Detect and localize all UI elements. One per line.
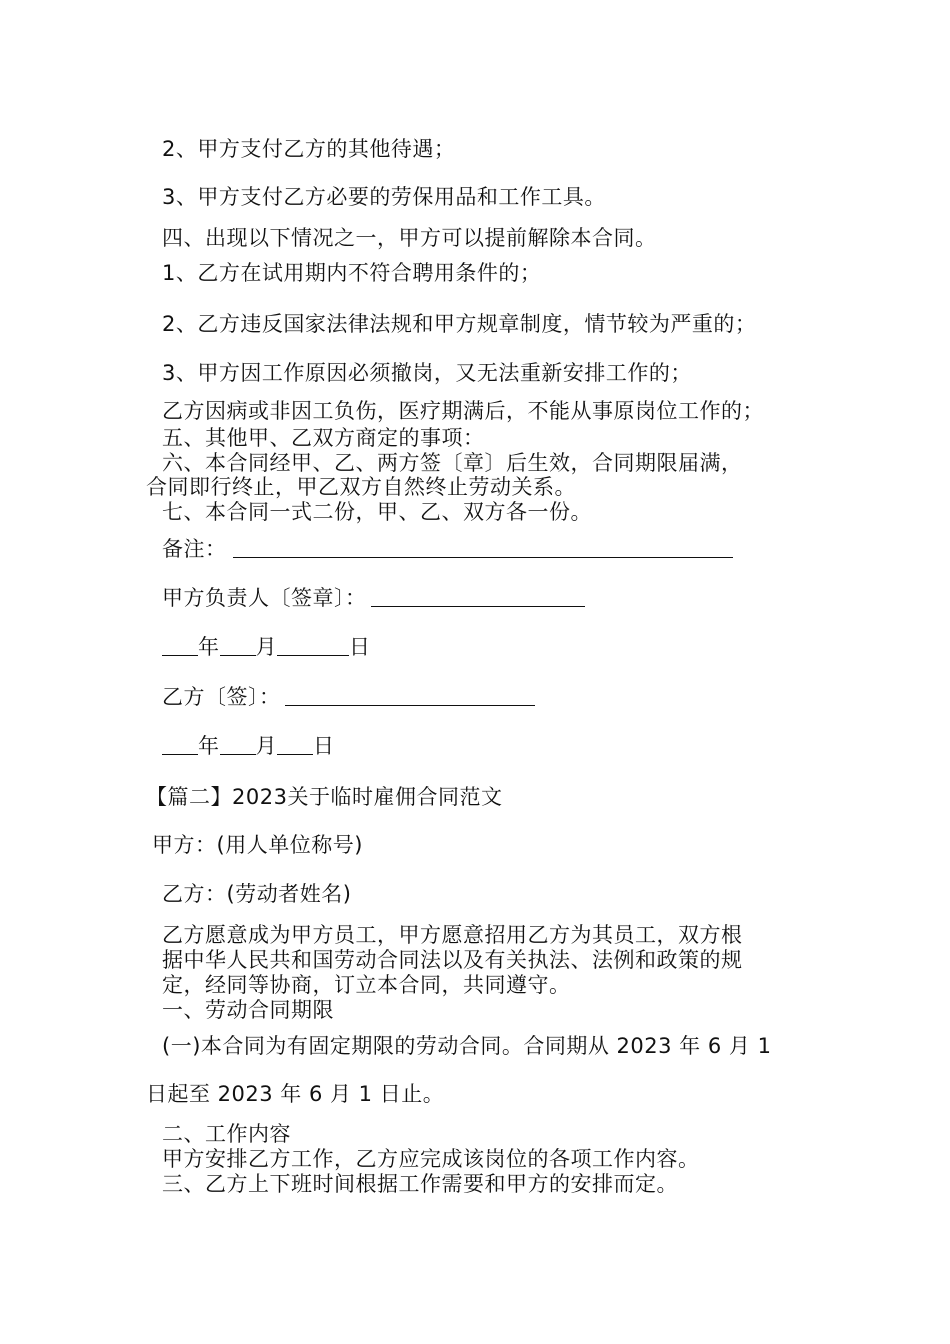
clause-3-heading: 三、乙方上下班时间根据工作需要和甲方的安排而定。	[162, 1172, 678, 1196]
text-line-11: 七、本合同一式二份，甲、乙、双方各一份。	[162, 500, 592, 524]
text-line-3: 四、出现以下情况之一，甲方可以提前解除本合同。	[162, 226, 657, 250]
intro-line-1: 乙方愿意成为甲方员工，甲方愿意招用乙方为其员工，双方根	[162, 923, 743, 947]
text-line-7: 乙方因病或非因工负伤，医疗期满后，不能从事原岗位工作的；	[162, 399, 764, 423]
intro-line-3: 定，经同等协商，订立本合同，共同遵守。	[162, 973, 571, 997]
day-label: 日	[313, 734, 335, 758]
clause-1-text-1: (一)本合同为有固定期限的劳动合同。合同期从 2023 年 6 月 1	[162, 1034, 772, 1058]
party-b-sign-blank	[285, 685, 535, 706]
remarks-blank	[233, 537, 733, 558]
text-line-5: 2、乙方违反国家法律法规和甲方规章制度，情节较为严重的；	[162, 312, 757, 336]
section-2-heading: 【篇二】2023关于临时雇佣合同范文	[146, 785, 503, 809]
month-label: 月	[255, 734, 277, 758]
party-b-sign-row	[162, 684, 535, 710]
year-label: 年	[198, 635, 220, 659]
year-blank	[162, 734, 198, 755]
party-a-line: 甲方：(用人单位称号)	[152, 833, 363, 857]
clause-1-text-2: 日起至 2023 年 6 月 1 日止。	[146, 1082, 445, 1106]
party-a-sign-blank	[371, 586, 585, 607]
text-line-6: 3、甲方因工作原因必须撤岗，又无法重新安排工作的；	[162, 361, 692, 385]
month-label: 月	[255, 635, 277, 659]
text-line-2: 3、甲方支付乙方必要的劳保用品和工作工具。	[162, 185, 606, 209]
text-line-9: 六、本合同经甲、乙、两方签〔章〕后生效，合同期限届满，	[162, 451, 743, 475]
text-line-1: 2、甲方支付乙方的其他待遇；	[162, 137, 456, 161]
party-b-line: 乙方：(劳动者姓名)	[162, 882, 352, 906]
clause-2-heading: 二、工作内容	[162, 1122, 291, 1146]
month-blank	[220, 734, 256, 755]
clause-2-text: 甲方安排乙方工作，乙方应完成该岗位的各项工作内容。	[162, 1147, 700, 1171]
year-blank	[162, 635, 198, 656]
intro-line-2: 据中华人民共和国劳动合同法以及有关执法、法例和政策的规	[162, 948, 743, 972]
remarks-row	[162, 536, 733, 562]
year-label: 年	[198, 734, 220, 758]
day-blank	[277, 635, 349, 656]
month-blank	[220, 635, 256, 656]
text-line-8: 五、其他甲、乙双方商定的事项：	[162, 426, 485, 450]
text-line-4: 1、乙方在试用期内不符合聘用条件的；	[162, 261, 542, 285]
day-blank	[277, 734, 313, 755]
day-label: 日	[349, 635, 371, 659]
text-line-10: 合同即行终止，甲乙双方自然终止劳动关系。	[146, 475, 576, 499]
party-a-sign-label: 甲方负责人〔签章〕：	[162, 586, 367, 610]
remarks-label: 备注：	[162, 537, 227, 561]
date-row-1	[162, 634, 371, 660]
date-row-2	[162, 733, 335, 759]
party-a-sign-row	[162, 585, 585, 611]
clause-1-heading: 一、劳动合同期限	[162, 998, 334, 1022]
party-b-sign-label: 乙方〔签〕：	[162, 685, 281, 709]
